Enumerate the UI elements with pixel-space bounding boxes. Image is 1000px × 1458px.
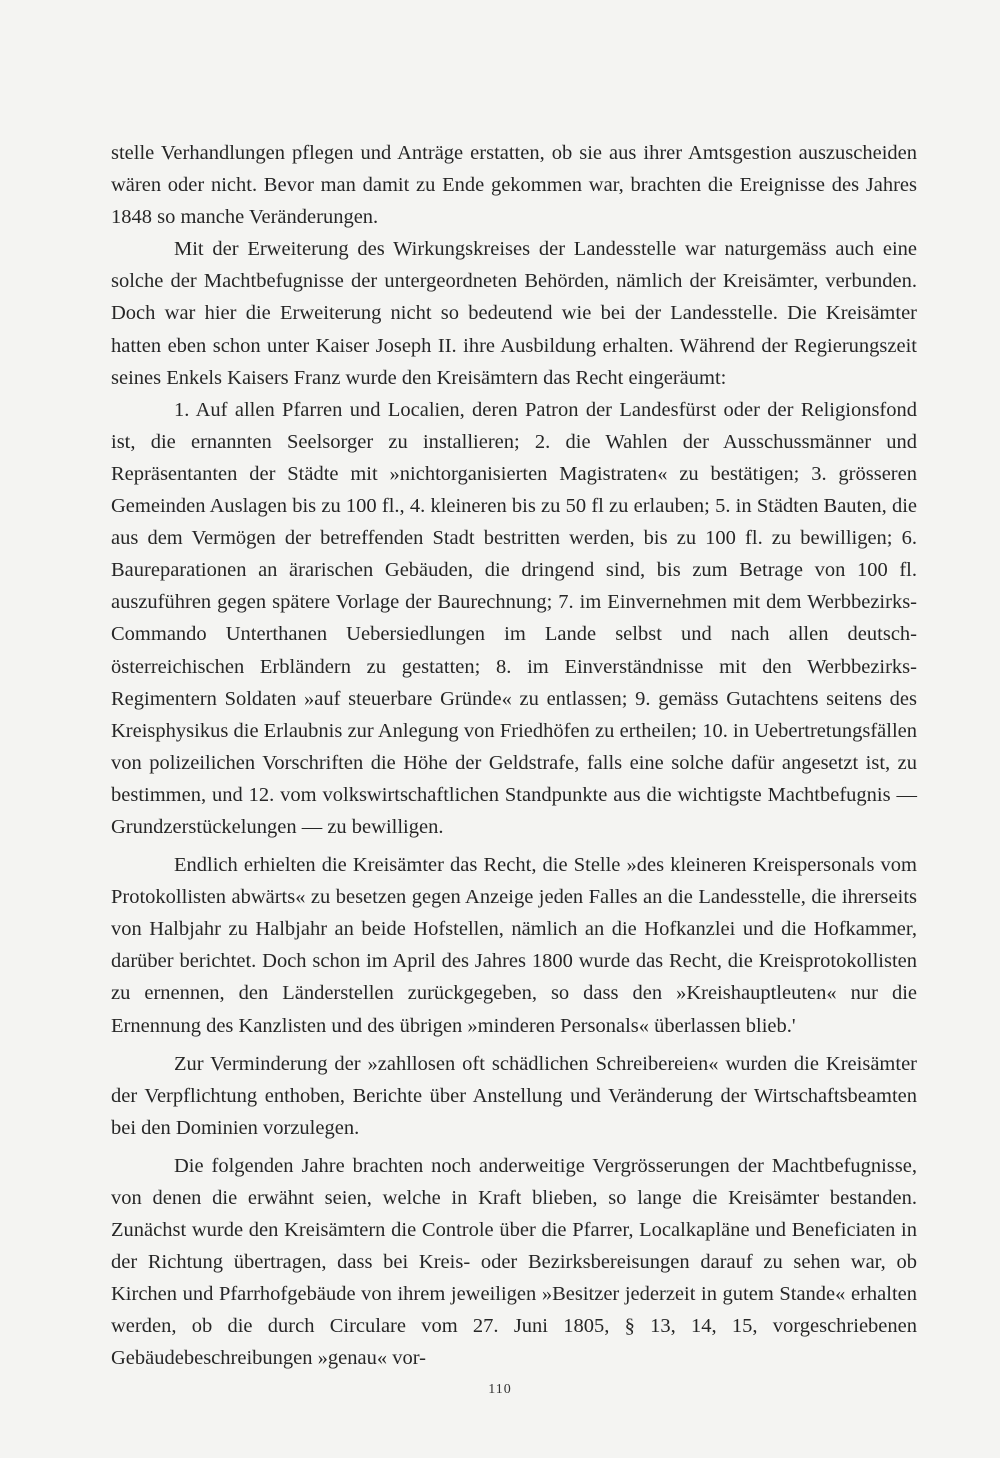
paragraph-endlich: Endlich erhielten die Kreisämter das Recht, die Stelle »des kleineren Kreispersonals vom Protokollisten abwärts« zu besetzen gegen Anzeige jeden Falles an die Landesstelle, die ihrerseits von Halbjahr zu Halbjahr an beide Hofstellen, nämlich an die Hofkanzlei und die Hofkammer, darüber berichtet. Doch schon im April des Jahres 1800 wurde das Recht, die Kreisprotokollisten zu ernennen, den Länderstellen zurückgegeben, so dass den »Kreishauptleuten« nur die Ernennung des Kanzlisten und des übrigen »minderen Personals« überlassen blieb.': [111, 854, 917, 1037]
page-number: 110: [488, 1382, 512, 1397]
paragraph-verminderung: Zur Verminderung der »zahllosen oft schädlichen Schreibereien« wurden die Kreisämter der Verpflichtung enthoben, Berichte über Anstellung und Veränderung der Wirtschaftsbeamten bei den Dominien vorzulegen.: [111, 1052, 917, 1139]
paragraph-erweiterung: Mit der Erweiterung des Wirkungskreises der Landesstelle war naturgemäss auch eine solche der Machtbefugnisse der untergeordneten Behörden, nämlich der Kreisämter, verbunden. Doch war hier die Erweiterung nicht so bedeutend wie bei der Landesstelle. Die Kreisämter hatten eben schon unter Kaiser Joseph II. ihre Ausbildung erhalten. Während der Regierungszeit seines Enkels Kaisers Franz wurde den Kreisämtern das Recht eingeräumt:: [111, 238, 917, 389]
paragraph-folgenden-jahre: Die folgenden Jahre brachten noch anderweitige Vergrösserungen der Machtbefugnisse, von denen die erwähnt seien, welche in Kraft blieben, so lange die Kreisämter bestanden. Zunächst wurde den Kreisämtern die Controle über die Pfarrer, Localkapläne und Beneficiaten in der Richtung übertragen, dass bei Kreis- oder Bezirksbereisungen darauf zu sehen war, ob Kirchen und Pfarrhofgebäude von ihrem jeweiligen »Besitzer jederzeit in gutem Stande« erhalten werden, ob die durch Circulare vom 27. Juni 1805, § 13, 14, 15, vorgeschriebenen Gebäudebeschreibungen »genau« vor-: [111, 1154, 917, 1370]
paragraph-continuation: stelle Verhandlungen pflegen und Anträge erstatten, ob sie aus ihrer Amtsgestion auszuscheiden wären oder nicht. Bevor man damit zu Ende gekommen war, brachten die Ereignisse des Jahres 1848 so manche Veränderungen.: [111, 142, 917, 229]
body-text: [111, 137, 917, 1375]
paragraph-rights-list: 1. Auf allen Pfarren und Localien, deren Patron der Landesfürst oder der Religionsfond ist, die ernannten Seelsorger zu installieren; 2. die Wahlen der Ausschussmänner und Repräsentanten der Städte mit »nichtorganisierten Magistraten« zu bestätigen; 3. grösseren Gemeinden Auslagen bis zu 100 fl., 4. kleineren bis zu 50 fl zu erlauben; 5. in Städten Bauten, die aus dem Vermögen der betreffenden Stadt bestritten werden, bis zu 100 fl. zu bewilligen; 6. Baureparationen an ärarischen Gebäuden, die dringend sind, bis zum Betrage von 100 fl. auszuführen gegen spätere Vorlage der Baurechnung; 7. im Einvernehmen mit dem Werbbezirks-Commando Unterthanen Uebersiedlungen im Lande selbst und nach allen deutsch-österreichischen Erbländern zu gestatten; 8. im Einverständnisse mit den Werbbezirks-Regimentern Soldaten »auf steuerbare Gründe« zu entlassen; 9. gemäss Gutachtens seitens des Kreisphysikus die Erlaubnis zur Anlegung von Friedhöfen zu ertheilen; 10. in Uebertretungsfällen von polizeilichen Vorschriften die Höhe der Geldstrafe, falls eine solche dafür angesetzt ist, zu bestimmen, und 12. vom volkswirtschaftlichen Standpunkte aus die wichtigste Machtbefugnis — Grundzerstückelungen — zu bewilligen.: [111, 398, 917, 838]
